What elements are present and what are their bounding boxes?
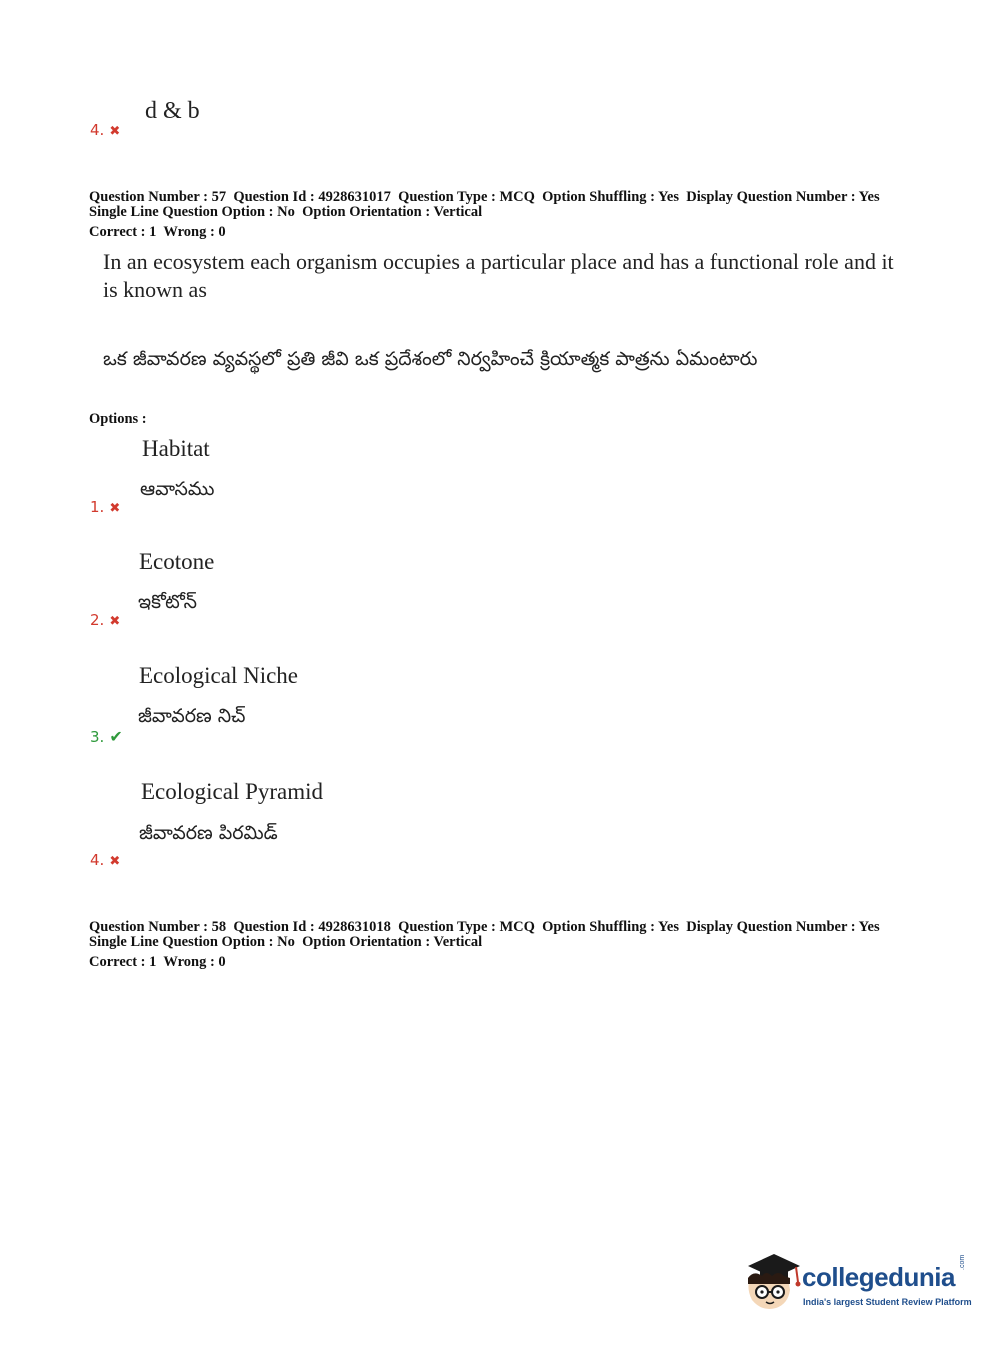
collegedunia-logo	[740, 1248, 970, 1318]
q57-meta-line2: Single Line Question Option : No Option Orientation : Vertical	[89, 204, 483, 220]
option-1-te: ఆవాసము	[140, 478, 215, 500]
option-4-en: Ecological Pyramid	[141, 779, 324, 804]
cross-icon: ✖	[109, 853, 121, 868]
option-3-te: జీవావరణ నిచ్	[138, 705, 246, 727]
option-3-number: 3. ✔	[90, 728, 123, 746]
check-icon: ✔	[109, 729, 123, 746]
option-2-en: Ecotone	[139, 549, 215, 574]
option-2-number: 2. ✖	[90, 611, 121, 629]
q58-meta-line2: Single Line Question Option : No Option Orientation : Vertical	[89, 934, 483, 950]
q57-question-en-line2: is known as	[103, 277, 207, 302]
option-4-number: 4. ✖	[90, 851, 121, 869]
cross-icon: ✖	[109, 613, 121, 628]
q57-question-te: ఒక జీవావరణ వ్యవస్థలో ప్రతి జీవి ఒక ప్రదేశంలో నిర్వహించే క్రియాత్మక పాత్రను ఏమంటారు	[103, 348, 758, 370]
prev-option-4-number: 4. ✖	[90, 121, 121, 139]
q58-marks: Correct : 1 Wrong : 0	[89, 954, 226, 970]
q57-question-en-line1: In an ecosystem each organism occupies a particular place and has a functional role and it	[103, 249, 894, 274]
cross-icon: ✖	[109, 500, 121, 515]
option-3-en: Ecological Niche	[139, 663, 299, 688]
option-1-number: 1. ✖	[90, 498, 121, 516]
logo-wordmark: collegedunia	[802, 1262, 955, 1292]
mascot-icon	[740, 1248, 802, 1314]
options-label: Options :	[89, 411, 147, 427]
option-4-te: జీవావరణ పిరమిడ్	[139, 822, 278, 844]
q58-meta-line1: Question Number : 58 Question Id : 4928631018 Question Type : MCQ Option Shuffling : Yes Display Question Number : Yes	[89, 919, 880, 935]
option-1-en: Habitat	[142, 436, 210, 461]
q57-meta-line1: Question Number : 57 Question Id : 4928631017 Question Type : MCQ Option Shuffling : Yes Display Question Number : Yes	[89, 189, 880, 205]
q57-marks: Correct : 1 Wrong : 0	[89, 224, 226, 240]
logo-tagline: India's largest Student Review Platform	[803, 1297, 972, 1307]
logo-suffix: .com	[959, 1254, 966, 1270]
prev-option-4-text: d & b	[145, 98, 200, 124]
cross-icon: ✖	[109, 123, 121, 138]
option-2-te: ఇకోటోన్	[138, 591, 197, 613]
